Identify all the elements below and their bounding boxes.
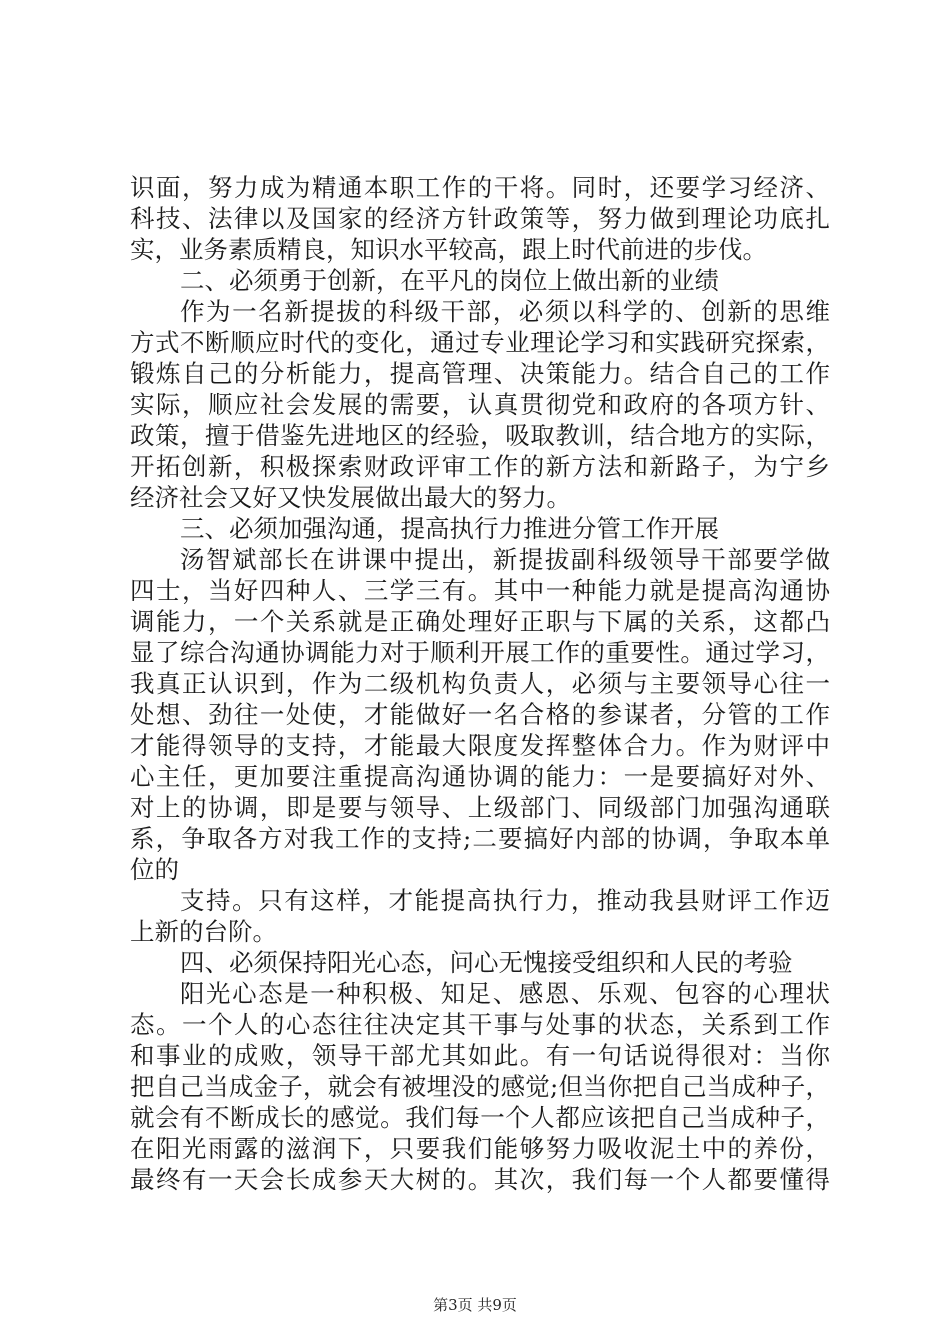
text-line: 调能力，一个关系就是正确处理好正职与下属的关系，这都凸 — [130, 607, 830, 636]
section-heading: 二、必须勇于创新，在平凡的岗位上做出新的业绩 — [180, 266, 719, 295]
section-heading: 四、必须保持阳光心态，问心无愧接受组织和人民的考验 — [180, 948, 793, 977]
text-line: 才能得领导的支持，才能最大限度发挥整体合力。作为财评中 — [130, 731, 830, 760]
text-line: 位的 — [130, 855, 179, 884]
text-line: 显了综合沟通协调能力对于顺利开展工作的重要性。通过学习， — [130, 638, 830, 667]
text-line: 就会有不断成长的感觉。我们每一个人都应该把自己当成种子， — [130, 1103, 830, 1132]
text-line: 开拓创新，积极探索财政评审工作的新方法和新路子，为宁乡 — [130, 452, 830, 481]
text-line: 对上的协调，即是要与领导、上级部门、同级部门加强沟通联 — [130, 793, 830, 822]
text-line: 心主任，更加要注重提高沟通协调的能力：一是要搞好对外、 — [130, 762, 830, 791]
text-line: 和事业的成败，领导干部尤其如此。有一句话说得很对：当你 — [130, 1041, 830, 1070]
text-line: 阳光心态是一种积极、知足、感恩、乐观、包容的心理状 — [180, 979, 830, 1008]
text-line: 科技、法律以及国家的经济方针政策等，努力做到理论功底扎 — [130, 204, 830, 233]
text-line: 四士，当好四种人、三学三有。其中一种能力就是提高沟通协 — [130, 576, 830, 605]
text-line: 支持。只有这样，才能提高执行力，推动我县财评工作迈 — [180, 886, 830, 915]
text-line: 我真正认识到，作为二级机构负责人，必须与主要领导心往一 — [130, 669, 830, 698]
text-line: 在阳光雨露的滋润下，只要我们能够努力吸收泥土中的养份， — [130, 1134, 830, 1163]
text-line: 把自己当成金子，就会有被埋没的感觉;但当你把自己当成种子， — [130, 1072, 830, 1101]
text-line: 锻炼自己的分析能力，提高管理、决策能力。结合自己的工作 — [130, 359, 830, 388]
text-line: 处想、劲往一处使，才能做好一名合格的参谋者，分管的工作 — [130, 700, 830, 729]
text-line: 作为一名新提拔的科级干部，必须以科学的、创新的思维 — [180, 297, 830, 326]
section-heading: 三、必须加强沟通，提高执行力推进分管工作开展 — [180, 514, 719, 543]
text-line: 实，业务素质精良，知识水平较高，跟上时代前进的步伐。 — [130, 235, 767, 264]
text-line: 最终有一天会长成参天大树的。其次，我们每一个人都要懂得 — [130, 1165, 830, 1194]
body-text — [130, 172, 830, 1195]
text-line: 系，争取各方对我工作的支持;二要搞好内部的协调，争取本单 — [130, 824, 830, 853]
text-line: 政策，擅于借鉴先进地区的经验，吸取教训，结合地方的实际， — [130, 421, 830, 450]
text-line: 汤智斌部长在讲课中提出，新提拔副科级领导干部要学做 — [180, 545, 830, 574]
text-line: 实际，顺应社会发展的需要，认真贯彻党和政府的各项方针、 — [130, 390, 830, 419]
text-line: 态。一个人的心态往往决定其干事与处事的状态，关系到工作 — [130, 1010, 830, 1039]
page-footer: 第3页 共9页 — [433, 1296, 517, 1314]
text-line: 方式不断顺应时代的变化，通过专业理论学习和实践研究探索， — [130, 328, 830, 357]
text-line: 上新的台阶。 — [130, 917, 277, 946]
text-line: 经济社会又好又快发展做出最大的努力。 — [130, 483, 571, 512]
text-line: 识面，努力成为精通本职工作的干将。同时，还要学习经济、 — [130, 173, 830, 202]
